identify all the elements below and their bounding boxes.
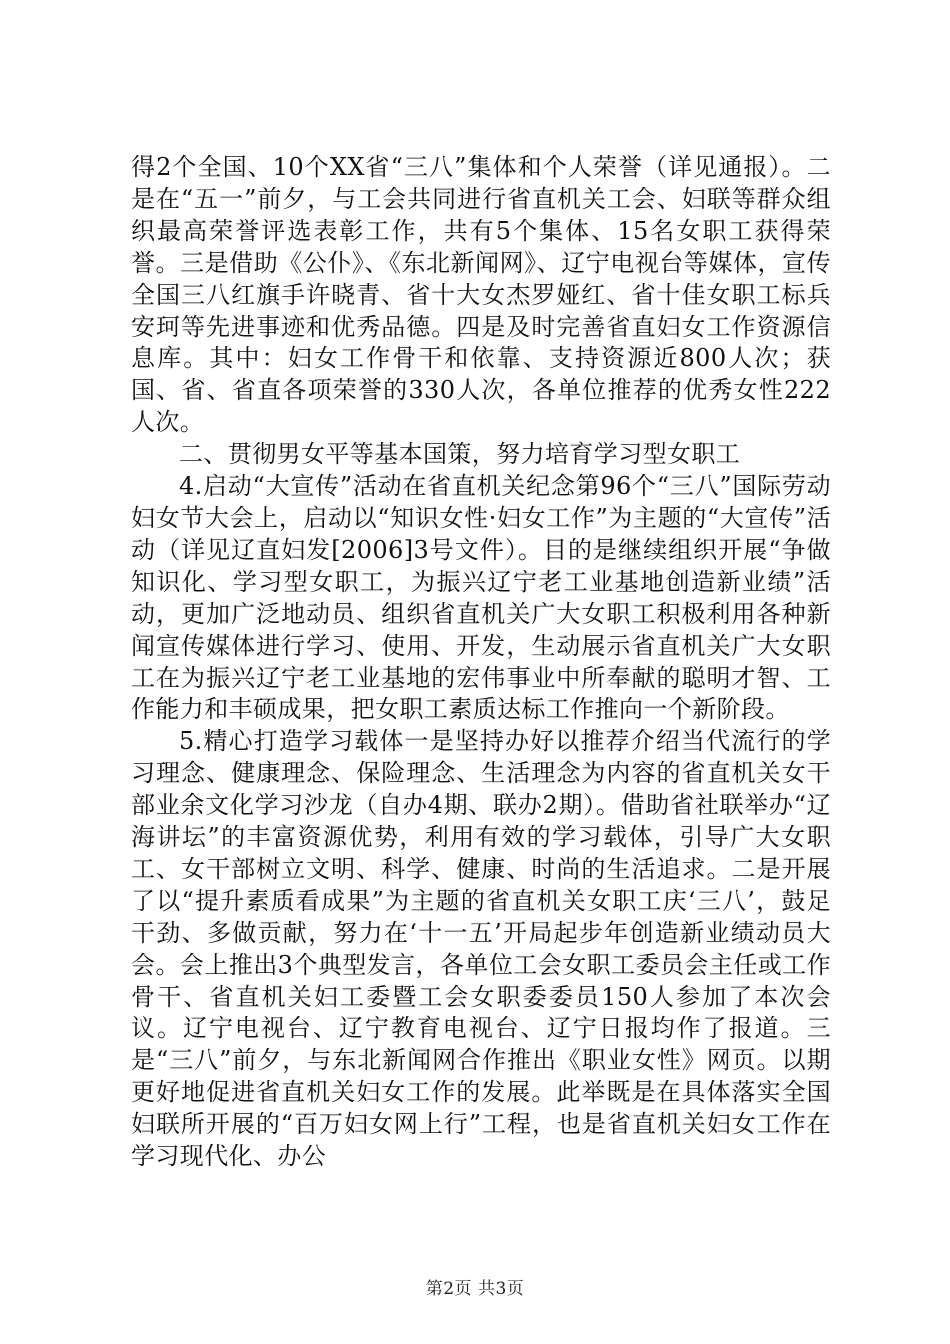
paragraph-honors-summary: 得2个全国、10个XX省“三八”集体和个人荣誉（详见通报）。二是在“五一”前夕，与工会共同进行省直机关工会、妇联等群众组织最高荣誉评选表彰工作，共有5个集体、15名女职工获得荣誉。三是借助《公仆》、《东北新闻网》、辽宁电视台等媒体，宣传全国三八红旗手许晓青、省十大女杰罗娅红、省十佳女职工标兵安珂等先进事迹和优秀品德。四是及时完善省直妇女工作资源信息库。其中：妇女工作骨干和依靠、支持资源近800人次；获国、省、省直各项荣誉的330人次，各单位推荐的优秀女性222人次。 <box>131 153 831 437</box>
document-body <box>131 152 831 1173</box>
page-number-footer: 第2页 共3页 <box>425 1279 525 1299</box>
paragraph-publicity-campaign: 4.启动“大宣传”活动在省直机关纪念第96个“三八”国际劳动妇女节大会上，启动以“知识女性·妇女工作”为主题的“大宣传”活动（详见辽直妇发[2006]3号文件）。目的是继续组织开展“争做知识化、学习型女职工，为振兴辽宁老工业基地创造新业绩”活动，更加广泛地动员、组织省直机关广大女职工积极利用各种新闻宣传媒体进行学习、使用、开发，生动展示省直机关广大女职工在为振兴辽宁老工业基地的宏伟事业中所奉献的聪明才智、工作能力和丰硕成果，把女职工素质达标工作推向一个新阶段。 <box>131 472 831 724</box>
section-heading-learning-women-workers: 二、贯彻男女平等基本国策，努力培育学习型女职工 <box>179 440 741 469</box>
paragraph-learning-platform: 5.精心打造学习载体一是坚持办好以推荐介绍当代流行的学习理念、健康理念、保险理念、生活理念为内容的省直机关女干部业余文化学习沙龙（自办4期、联办2期）。借助省社联举办“辽海讲坛”的丰富资源优势，利用有效的学习载体，引导广大女职工、女干部树立文明、科学、健康、时尚的生活追求。二是开展了以“提升素质看成果”为主题的省直机关女职工庆‘三八’，鼓足干劲、多做贡献，努力在‘十一五’开局起步年创造新业绩动员大会。会上推出3个典型发言，各单位工会女职工委员会主任或工作骨干、省直机关妇工委暨工会女职委委员150人参加了本次会议。辽宁电视台、辽宁教育电视台、辽宁日报均作了报道。三是“三八”前夕，与东北新闻网合作推出《职业女性》网页。以期更好地促进省直机关妇女工作的发展。此举既是在具体落实全国妇联所开展的“百万妇女网上行”工程，也是省直机关妇女工作在学习现代化、办公 <box>131 727 831 1171</box>
